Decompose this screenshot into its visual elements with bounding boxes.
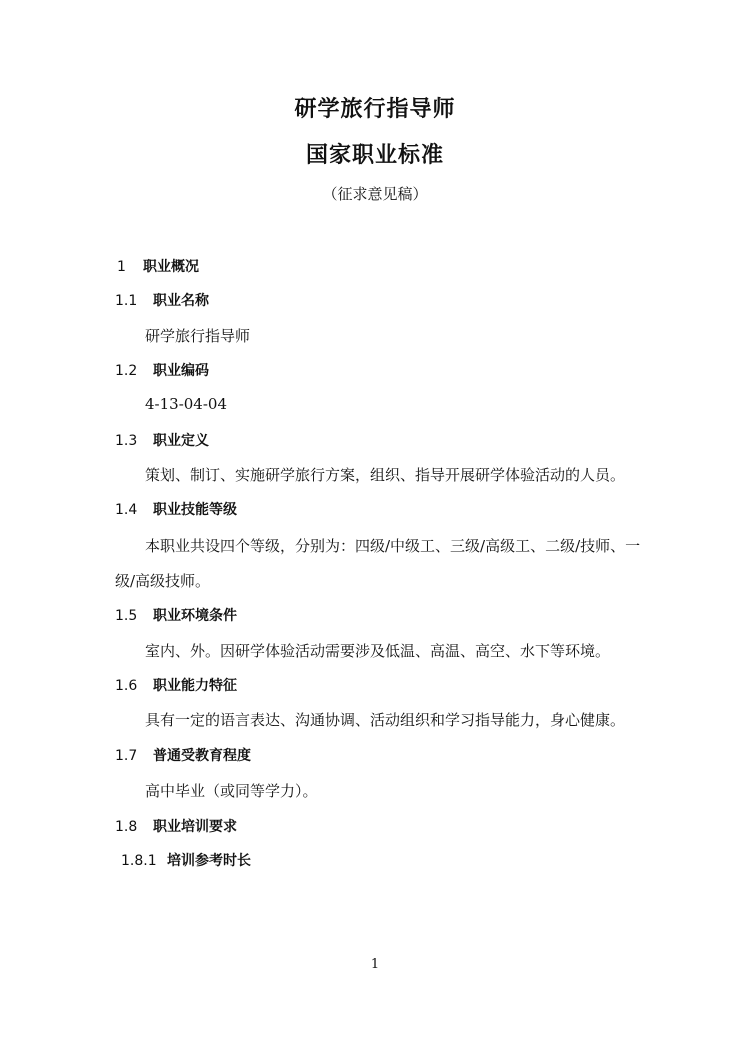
page-number: 1 [370,957,380,972]
section-1-8-1-heading [121,850,251,870]
section-number: 1.4 [115,502,138,518]
section-1-6-text: 具有一定的语言表达、沟通协调、活动组织和学习指导能力，身心健康。 [145,711,626,729]
section-1-7-text: 高中毕业（或同等学力）。 [145,782,318,800]
section-number: 1.8 [115,819,138,835]
section-1-4-text-line1: 本职业共设四个等级，分别为：四级/中级工、三级/高级工、二级/技师、一 [145,537,641,555]
section-1-6-heading [115,675,237,695]
section-1-1-text: 研学旅行指导师 [145,327,251,345]
section-1-8-heading [115,816,237,836]
section-1-4-text-line2: 级/高级技师。 [115,572,211,590]
section-number: 1.7 [115,748,138,764]
section-title: 职业环境条件 [153,608,237,624]
section-1-heading [117,256,199,276]
section-1-7-heading [115,745,251,765]
document-title-line2: 国家职业标准 [305,143,444,168]
document-title-line1: 研学旅行指导师 [294,97,456,122]
section-title: 职业培训要求 [153,819,237,835]
section-title: 职业概况 [143,259,199,275]
section-number: 1 [117,259,126,275]
section-number: 1.6 [115,678,138,694]
section-number: 1.3 [115,433,138,449]
section-1-1-heading [115,290,209,310]
section-title: 普通受教育程度 [153,748,251,764]
section-number: 1.5 [115,608,138,624]
section-title: 职业能力特征 [153,678,237,694]
document-subtitle: （征求意见稿） [322,185,428,203]
section-title: 职业编码 [153,363,209,379]
section-title: 职业技能等级 [153,502,237,518]
section-number: 1.1 [115,293,138,309]
section-title: 职业定义 [153,433,209,449]
section-1-5-heading [115,605,237,625]
section-number: 1.2 [115,363,138,379]
section-1-5-text: 室内、外。因研学体验活动需要涉及低温、高温、高空、水下等环境。 [145,642,611,660]
section-1-3-heading [115,430,209,450]
section-1-3-text: 策划、制订、实施研学旅行方案，组织、指导开展研学体验活动的人员。 [145,466,626,484]
section-1-4-heading [115,499,237,519]
section-title: 职业名称 [153,293,209,309]
section-1-2-heading [115,360,209,380]
section-1-2-text: 4-13-04-04 [145,395,228,413]
section-number: 1.8.1 [121,853,157,869]
section-title: 培训参考时长 [167,853,251,869]
